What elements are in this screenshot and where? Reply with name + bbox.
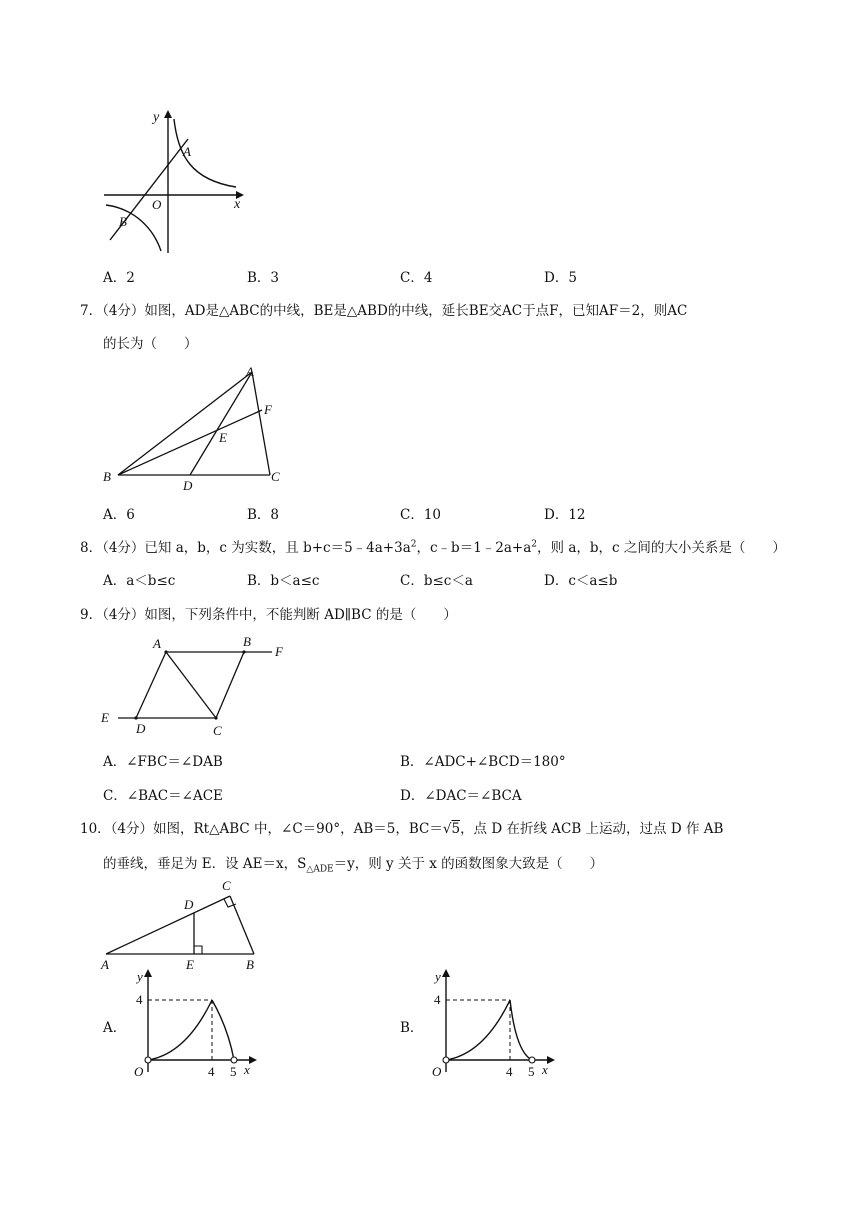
q10a-label-o: O xyxy=(134,1064,144,1079)
q10-right-triangle-figure xyxy=(96,876,276,974)
q9-option-c[interactable]: C．∠BAC＝∠ACE xyxy=(103,788,223,804)
q10-sqrt-value: 5 xyxy=(451,821,461,837)
q10-area-subscript: △ADE xyxy=(306,864,334,875)
q10b-label-4y: 4 xyxy=(434,992,441,1007)
q9-stem: 9．（4分）如图，下列条件中，不能判断 AD∥BC 的是（ ） xyxy=(80,607,457,623)
q7-option-a[interactable]: A．6 xyxy=(103,507,135,523)
q10a-label-4y: 4 xyxy=(136,992,143,1007)
q9-option-d[interactable]: D．∠DAC＝∠BCA xyxy=(400,788,522,804)
q9-label-e: E xyxy=(101,710,109,725)
q10a-label-y: y xyxy=(137,969,143,984)
q7-label-e: E xyxy=(219,430,227,445)
q10-stem-line2 xyxy=(103,853,603,875)
q8-sup-1: 2 xyxy=(410,539,417,550)
q6-option-a[interactable]: A．2 xyxy=(103,270,135,286)
q10-stem-part-a: 10．（4分）如图，Rt△ABC 中，∠C＝90°，AB＝5，BC＝ xyxy=(80,821,443,837)
q7-option-b[interactable]: B．8 xyxy=(247,507,280,523)
q10a-label-4x: 4 xyxy=(208,1064,215,1079)
q8-stem-part-a: a，b，c 为实数，且 b+c＝5﹣4a+3a xyxy=(175,540,411,556)
q6-function-graph xyxy=(96,105,256,255)
q7-stem-line1: 7．（4分）如图，AD是△ABC的中线，BE是△ABD的中线，延长BE交AC于点F，已知AF＝2，则AC xyxy=(80,303,688,319)
q10-stem-line1 xyxy=(80,818,723,840)
q9-option-a[interactable]: A．∠FBC＝∠DAB xyxy=(103,754,223,770)
q8-sup-2: 2 xyxy=(531,539,538,550)
q10b-label-y: y xyxy=(435,969,441,984)
q10-option-b[interactable]: B． xyxy=(400,1020,424,1036)
q10a-label-x: x xyxy=(244,1062,250,1077)
q6-option-c[interactable]: C．4 xyxy=(400,270,433,286)
q10-stem-part-b: ，点 D 在折线 ACB 上运动，过点 D 作 AB xyxy=(460,821,724,837)
q8-option-c[interactable]: C．b≤c＜a xyxy=(400,573,473,589)
q8-stem-part-b: ，c﹣b＝1﹣2a+a xyxy=(416,540,532,556)
q9-label-a: A xyxy=(153,636,161,651)
q10-stem-part-d: ＝y，则 y 关于 x 的函数图象大致是（ ） xyxy=(333,856,604,872)
q6-label-b: B xyxy=(119,214,127,229)
q6-label-o: O xyxy=(152,197,162,212)
q9-label-b: B xyxy=(243,634,251,649)
q10-label-e: E xyxy=(186,957,194,972)
q6-label-x: x xyxy=(234,197,241,212)
q7-label-f: F xyxy=(264,402,272,417)
q7-label-d: D xyxy=(183,478,193,493)
q6-option-b[interactable]: B．3 xyxy=(247,270,280,286)
q10b-label-x: x xyxy=(542,1062,548,1077)
q10-label-c: C xyxy=(222,878,231,893)
q10-option-a[interactable]: A． xyxy=(103,1020,127,1036)
q8-stem xyxy=(80,537,786,559)
q10-stem-part-c: 的垂线，垂足为 E．设 AE＝x，S xyxy=(103,856,307,872)
q8-option-a[interactable]: A．a＜b≤c xyxy=(103,573,176,589)
q8-option-b[interactable]: B．b＜a≤c xyxy=(247,573,320,589)
q10b-label-4x: 4 xyxy=(506,1064,513,1079)
q6-option-d[interactable]: D．5 xyxy=(544,270,577,286)
q10-label-b: B xyxy=(246,957,254,972)
q7-label-c: C xyxy=(271,469,280,484)
q9-label-f: F xyxy=(275,644,283,659)
q7-stem-line2: 的长为（ ） xyxy=(103,336,198,352)
q6-label-y: y xyxy=(153,110,160,125)
q9-parallelogram-figure xyxy=(96,632,296,740)
q8-option-d[interactable]: D．c＜a≤b xyxy=(544,573,618,589)
q7-triangle-figure xyxy=(98,362,298,494)
q10-option-a-graph[interactable] xyxy=(126,966,266,1080)
q7-option-d[interactable]: D．12 xyxy=(544,507,586,523)
q9-label-d: D xyxy=(136,721,146,736)
q7-option-c[interactable]: C．10 xyxy=(400,507,442,523)
q8-stem-prefix: 8．（4分）已知 xyxy=(80,540,172,556)
q6-label-a: A xyxy=(183,144,191,159)
q9-label-c: C xyxy=(213,723,222,738)
q7-label-a: A xyxy=(246,364,254,379)
q10-option-b-graph[interactable] xyxy=(424,966,564,1080)
q10-sqrt: √5 xyxy=(442,821,461,837)
q10a-label-5: 5 xyxy=(230,1064,237,1079)
q10-label-d: D xyxy=(184,897,194,912)
q8-stem-part-c: ，则 a，b，c 之间的大小关系是（ ） xyxy=(537,540,786,556)
q10-label-a: A xyxy=(101,957,109,972)
q10b-label-5: 5 xyxy=(528,1064,535,1079)
q10b-label-o: O xyxy=(432,1064,442,1079)
q7-label-b: B xyxy=(103,469,111,484)
q9-option-b[interactable]: B．∠ADC+∠BCD＝180° xyxy=(400,754,566,770)
